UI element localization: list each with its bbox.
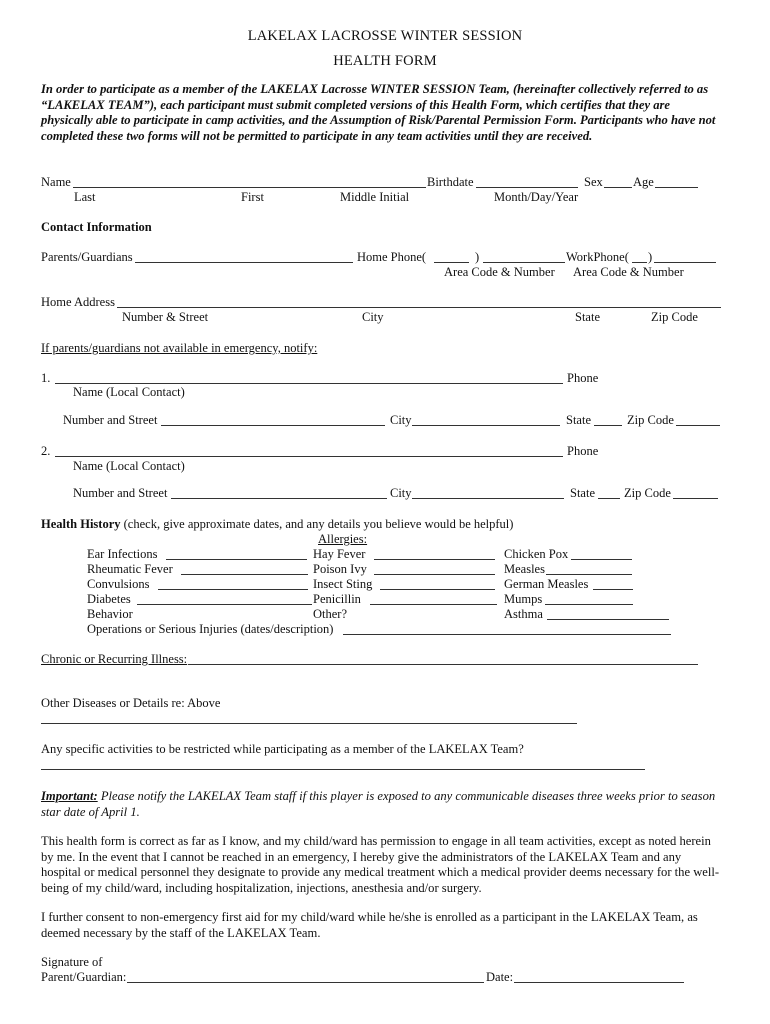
condition-mumps: Mumps [504,592,543,606]
intro-paragraph: In order to participate as a member of the LAKELAX Lacrosse WINTER SESSION Team, (hereinafter collectively referred to as “LAKELAX TEAM”), each participant must submit completed versions of this Health Form, which certifies that they are physically able to participate in camp activities, and the Assumption of Risk/Parental Permission Form. Participants who have not completed these two forms will not be permitted to participate in any team activities until they are received. [41,82,716,143]
restricted-activities-field[interactable] [41,769,645,770]
condition-rheumatic-fever: Rheumatic Fever [87,562,173,576]
condition-ear-infections: Ear Infections [87,547,158,561]
operations-field[interactable] [343,634,671,635]
condition-chicken-pox: Chicken Pox [504,547,569,561]
condition-asthma: Asthma [504,607,543,621]
home-phone-close: ) [475,250,480,264]
condition-diabetes: Diabetes [87,592,131,606]
poison-ivy-field[interactable] [374,574,495,575]
contact-1-city-field[interactable] [412,425,560,426]
convulsions-field[interactable] [158,589,308,590]
chronic-illness-field[interactable] [188,664,698,665]
contact-2-number: 2. [41,444,51,458]
work-phone-label: WorkPhone( [566,250,629,264]
condition-german-measles: German Measles [504,577,589,591]
sex-label: Sex [584,175,603,189]
contact-1-name-caption: Name (Local Contact) [73,385,185,399]
contact-1-phone-label: Phone [567,371,599,385]
home-phone-number-field[interactable] [483,262,565,263]
measles-field[interactable] [546,574,632,575]
other-diseases-label: Other Diseases or Details re: Above [41,696,221,710]
important-text: Please notify the LAKELAX Team staff if this player is exposed to any communicable diseases three weeks prior to season star date of April 1. [41,789,716,819]
contact-1-state-field[interactable] [594,425,622,426]
condition-convulsions: Convulsions [87,577,150,591]
contact-1-zip-label: Zip Code [627,413,674,427]
contact-1-name-field[interactable] [55,383,563,384]
contact-2-zip-field[interactable] [673,498,718,499]
allergy-penicillin: Penicillin [313,592,361,606]
insect-sting-field[interactable] [380,589,495,590]
contact-2-name-caption: Name (Local Contact) [73,459,185,473]
contact-2-name-field[interactable] [55,456,563,457]
home-phone-area-field[interactable] [434,262,469,263]
contact-1-street-field[interactable] [161,425,385,426]
german-measles-field[interactable] [593,589,633,590]
middle-initial-caption: Middle Initial [340,190,410,204]
consent-paragraph-2: I further consent to non-emergency first aid for my child/ward while he/she is enrolled as a participant in the LAKELAX Team, as deemed necessary by the staff of the LAKELAX Team. [41,910,698,940]
name-label: Name [41,175,71,189]
area-code-caption-work: Area Code & Number [573,265,684,279]
address-street-caption: Number & Street [122,310,209,324]
signature-label-line-2: Parent/Guardian: [41,970,127,984]
work-phone-area-field[interactable] [632,262,647,263]
address-state-caption: State [575,310,600,324]
contact-2-phone-label: Phone [567,444,599,458]
form-title: LAKELAX LACROSSE WINTER SESSION [247,28,523,44]
operations-label: Operations or Serious Injuries (dates/description) [87,622,334,636]
emergency-heading: If parents/guardians not available in emergency, notify: [41,341,318,355]
age-field[interactable] [655,187,698,188]
birthdate-label: Birthdate [427,175,474,189]
chicken-pox-field[interactable] [571,559,632,560]
signature-label-line-1: Signature of [41,955,103,969]
chronic-illness-label: Chronic or Recurring Illness: [41,652,188,666]
contact-1-number: 1. [41,371,51,385]
other-diseases-field[interactable] [41,723,577,724]
important-label: Important: [41,789,98,803]
health-history-heading [41,518,513,531]
condition-behavior: Behavior [87,607,133,621]
parents-field[interactable] [135,262,353,263]
parents-label: Parents/Guardians [41,250,133,264]
sex-field[interactable] [604,187,632,188]
health-history-note: (check, give approximate dates, and any details you believe would be helpful) [123,517,514,531]
work-phone-number-field[interactable] [654,262,716,263]
asthma-field[interactable] [547,619,669,620]
restricted-activities-label: Any specific activities to be restricted while participating as a member of the LAKELAX Team? [41,742,524,756]
contact-2-city-label: City [390,486,412,500]
home-address-field[interactable] [117,307,721,308]
area-code-caption-home: Area Code & Number [444,265,555,279]
home-phone-label: Home Phone( [357,250,427,264]
signature-date-field[interactable] [514,982,684,983]
date-format-caption: Month/Day/Year [494,190,579,204]
first-name-caption: First [241,190,264,204]
contact-2-state-field[interactable] [598,498,620,499]
condition-measles: Measles [504,562,545,576]
mumps-field[interactable] [545,604,633,605]
penicillin-field[interactable] [370,604,497,605]
rheumatic-fever-field[interactable] [181,574,308,575]
name-field[interactable] [73,187,426,188]
contact-1-city-label: City [390,413,412,427]
last-name-caption: Last [74,190,96,204]
contact-2-state-label: State [570,486,595,500]
address-city-caption: City [362,310,384,324]
allergy-hay-fever: Hay Fever [313,547,366,561]
allergy-insect-sting: Insect Sting [313,577,373,591]
important-notice [41,789,723,820]
home-address-label: Home Address [41,295,115,309]
contact-heading: Contact Information [41,220,152,234]
contact-2-city-field[interactable] [412,498,564,499]
contact-2-street-field[interactable] [171,498,387,499]
health-history-title: Health History [41,517,121,531]
consent-paragraph-1: This health form is correct as far as I know, and my child/ward has permission to engage in all team activities, except as noted herein by me. In the event that I cannot be reached in an emergency, I hereby give the administrators of the LAKELAX Team and any hospital or medical personnel they designate to provide any medical treatment which a medical provider deems necessary for the well-being of my child/ward, including hospitalization, injections, anesthesia and/or surgery. [41,834,720,895]
contact-2-zip-label: Zip Code [624,486,671,500]
signature-date-label: Date: [486,970,514,984]
ear-infections-field[interactable] [166,559,307,560]
age-label: Age [633,175,654,189]
allergy-poison-ivy: Poison Ivy [313,562,367,576]
birthdate-field[interactable] [476,187,578,188]
allergies-heading: Allergies: [318,532,368,546]
allergy-other: Other? [313,607,348,621]
contact-2-street-label: Number and Street [73,486,168,500]
signature-field[interactable] [127,982,484,983]
diabetes-field[interactable] [137,604,312,605]
work-phone-close: ) [648,250,653,264]
contact-1-zip-field[interactable] [676,425,720,426]
hay-fever-field[interactable] [374,559,495,560]
address-zip-caption: Zip Code [651,310,698,324]
contact-1-state-label: State [566,413,591,427]
form-subtitle: HEALTH FORM [333,53,437,69]
contact-1-street-label: Number and Street [63,413,158,427]
